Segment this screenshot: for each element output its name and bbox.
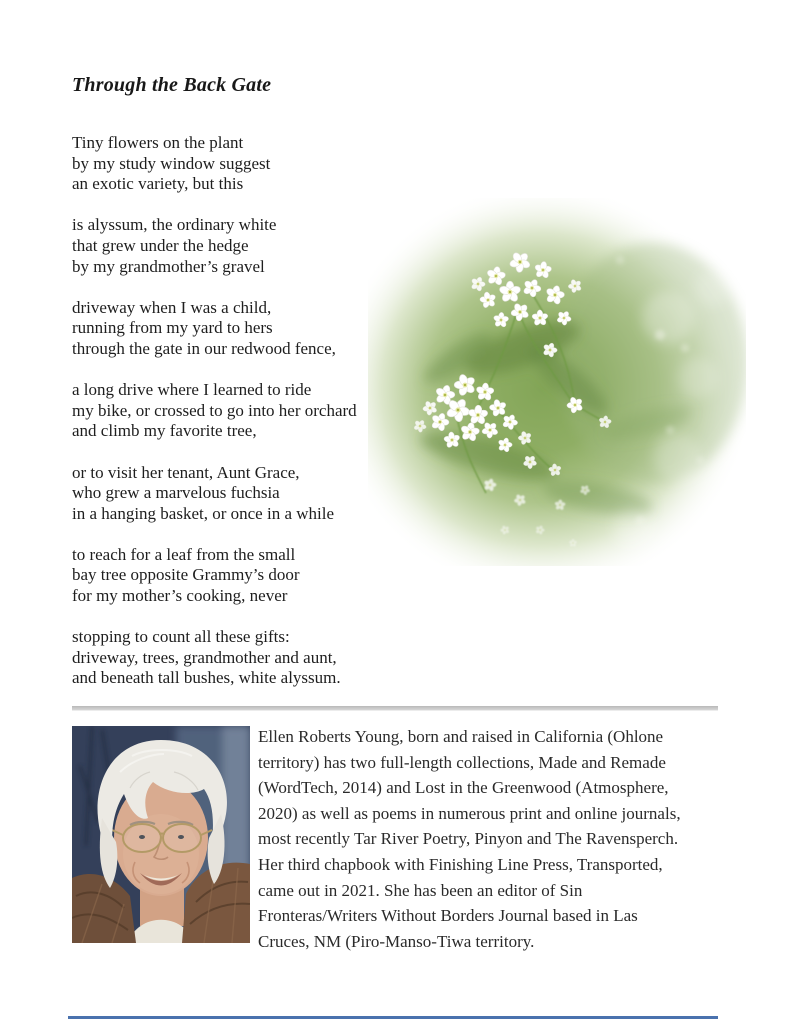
poem-line: that grew under the hedge — [72, 235, 249, 255]
poem-line: is alyssum, the ordinary white — [72, 215, 277, 235]
poem-line: driveway, trees, grandmother and aunt, — [72, 647, 337, 667]
poem-stanza — [72, 380, 357, 442]
poem-body — [72, 133, 357, 710]
bio-line: (WordTech, 2014) and Lost in the Greenwood (Atmosphere, — [258, 778, 669, 798]
poem-line: running from my yard to hers — [72, 318, 273, 338]
poem-line: bay tree opposite Grammy’s door — [72, 565, 300, 585]
poem-line: for my mother’s cooking, never — [72, 586, 288, 606]
author-portrait-image — [72, 726, 250, 943]
poem-line: in a hanging basket, or once in a while — [72, 503, 335, 523]
poem-title: Through the Back Gate — [72, 74, 272, 96]
poem-line: stopping to count all these gifts: — [72, 627, 290, 647]
alyssum-flower-photo — [368, 198, 746, 566]
bio-line: Her third chapbook with Finishing Line Press, Transported, — [258, 854, 663, 874]
poem-line: driveway when I was a child, — [72, 297, 272, 317]
poem-stanza — [72, 298, 357, 360]
author-photo — [72, 726, 250, 943]
poem-stanza — [72, 545, 357, 607]
alyssum-flower-image — [368, 198, 746, 566]
bio-line: 2020) as well as poems in numerous print and online journals, — [258, 803, 681, 823]
poem-line: or to visit her tenant, Aunt Grace, — [72, 462, 300, 482]
poem-line: by my study window suggest — [72, 153, 271, 173]
poem-stanza — [72, 133, 357, 195]
poem-line: and beneath tall bushes, white alyssum. — [72, 668, 341, 688]
poem-line: to reach for a leaf from the small — [72, 544, 296, 564]
bio-line: Cruces, NM (Piro-Manso-Tiwa territory. — [258, 931, 535, 951]
bio-line: came out in 2021. She has been an editor of Sin — [258, 880, 583, 900]
poem-stanza — [72, 215, 357, 277]
bio-line: territory) has two full-length collections, Made and Remade — [258, 752, 666, 772]
author-bio — [258, 724, 750, 954]
bio-line: Fronteras/Writers Without Borders Journal based in Las — [258, 906, 638, 926]
poem-line: my bike, or crossed to go into her orchard — [72, 400, 357, 420]
poem-line: who grew a marvelous fuchsia — [72, 483, 280, 503]
poem-stanza — [72, 627, 357, 689]
poem-line: Tiny flowers on the plant — [72, 133, 244, 152]
poem-stanza — [72, 463, 357, 525]
bio-line: Ellen Roberts Young, born and raised in California (Ohlone — [258, 727, 664, 746]
poem-line: by my grandmother’s gravel — [72, 256, 265, 276]
bottom-rule — [68, 1016, 718, 1019]
poem-line: a long drive where I learned to ride — [72, 380, 312, 400]
poem-line: through the gate in our redwood fence, — [72, 338, 336, 358]
poem-line: an exotic variety, but this — [72, 174, 244, 194]
poem-line: and climb my favorite tree, — [72, 421, 257, 441]
bio-line: most recently Tar River Poetry, Pinyon and The Ravensperch. — [258, 829, 679, 849]
